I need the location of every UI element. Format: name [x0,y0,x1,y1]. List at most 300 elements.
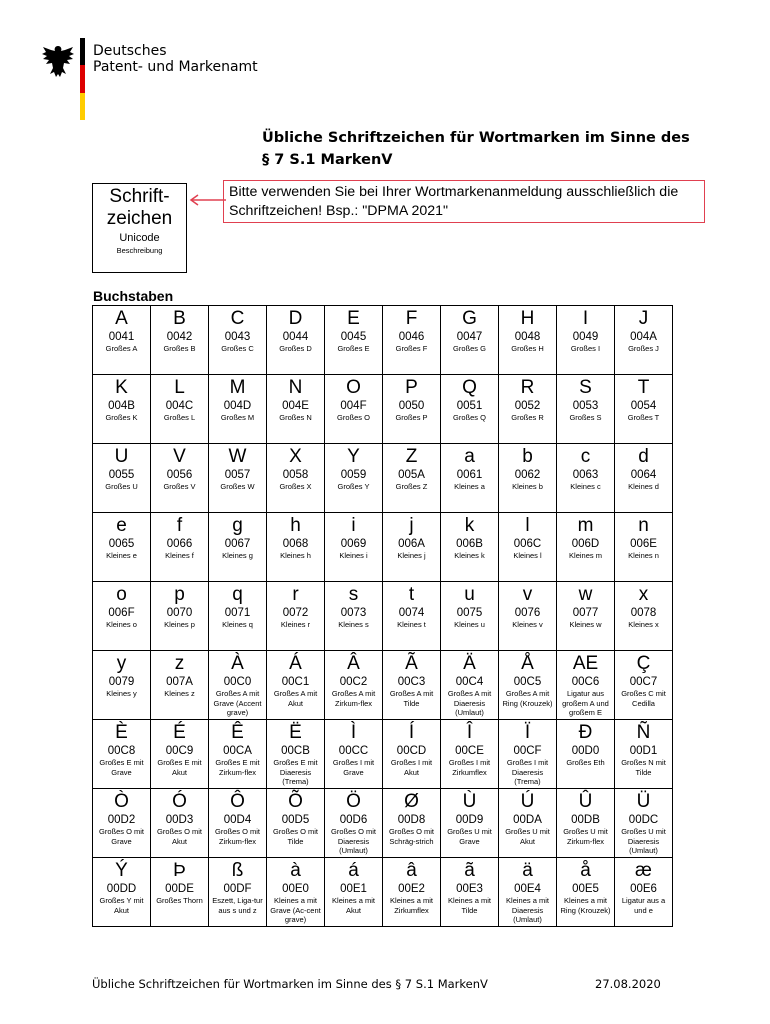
character-glyph: j [409,515,414,536]
character-description: Großes O mit Schräg-strich [388,827,434,846]
character-glyph: d [638,446,649,467]
character-cell [383,582,441,651]
character-description: Großes U mit Akut [505,827,550,846]
unicode-code: 00E1 [340,883,367,895]
unicode-code: 004E [282,400,309,412]
unicode-code: 00C5 [513,676,542,688]
character-cell [615,651,673,720]
character-description: Großes I mit Zirkumflex [448,758,491,777]
character-cell [209,858,267,927]
character-glyph: Ñ [636,722,651,743]
character-cell [209,651,267,720]
character-cell [557,720,615,789]
flag-stripe-black [80,38,85,65]
character-description: Großes C mit Cedilla [621,689,666,708]
character-cell [615,789,673,858]
character-glyph: È [115,722,128,743]
character-cell [151,582,209,651]
character-glyph: G [462,308,477,329]
character-glyph: Ó [172,791,187,812]
character-cell [557,789,615,858]
character-cell [267,651,325,720]
character-glyph: w [578,584,593,605]
character-glyph: h [290,515,301,536]
character-table [92,305,673,927]
character-glyph: U [114,446,129,467]
character-glyph: à [290,860,301,881]
unicode-code: 00D5 [281,814,310,826]
unicode-code: 0078 [630,607,657,619]
character-description: Großes Y [337,482,370,491]
unicode-code: 00DF [223,883,252,895]
footer-date: 27.08.2020 [595,977,661,991]
unicode-code: 0075 [456,607,483,619]
character-cell [93,582,151,651]
character-glyph: l [525,515,530,536]
character-glyph: Ö [346,791,361,812]
character-glyph: J [638,308,649,329]
flag-bar [80,38,85,120]
character-glyph: T [637,377,650,398]
character-cell [151,789,209,858]
character-cell [209,789,267,858]
table-row [93,444,673,513]
character-description: Großes H [511,344,544,353]
dpma-logo [40,38,260,128]
character-description: Kleines e [106,551,137,560]
unicode-code: 004A [630,331,657,343]
character-glyph: Ø [404,791,419,812]
character-glyph: g [232,515,243,536]
character-cell [383,306,441,375]
org-name-line1: Deutsches [93,43,167,59]
character-description: Großes O [337,413,370,422]
character-description: Großes T [627,413,660,422]
character-cell [383,513,441,582]
unicode-code: 006A [398,538,425,550]
character-glyph: f [176,515,183,536]
character-description: Kleines s [338,620,369,629]
character-cell [267,789,325,858]
unicode-code: 00D6 [339,814,368,826]
arrow-left-icon [188,193,228,207]
character-glyph: Ü [636,791,651,812]
character-glyph: ä [522,860,533,881]
character-cell [151,720,209,789]
unicode-code: 00DB [571,814,600,826]
unicode-code: 00D9 [455,814,484,826]
character-glyph: Î [466,722,473,743]
unicode-code: 0044 [282,331,309,343]
unicode-code: 00C9 [165,745,194,757]
unicode-code: 0057 [224,469,251,481]
unicode-code: 0071 [224,607,251,619]
character-description: Großes E mit Zirkum-flex [215,758,260,777]
character-glyph: H [520,308,535,329]
character-cell [93,858,151,927]
character-description: Kleines t [397,620,426,629]
character-cell [325,651,383,720]
unicode-code: 0058 [282,469,309,481]
character-description: Kleines m [569,551,602,560]
table-row [93,582,673,651]
character-cell [615,306,673,375]
page-title-line2: § 7 S.1 MarkenV [262,152,393,168]
unicode-code: 00C1 [281,676,310,688]
character-cell [267,513,325,582]
unicode-code: 0070 [166,607,193,619]
unicode-code: 004B [108,400,135,412]
character-glyph: É [173,722,186,743]
character-glyph: B [173,308,186,329]
unicode-code: 006F [108,607,135,619]
character-glyph: D [288,308,303,329]
character-description: Großes N mit Tilde [621,758,666,777]
character-description: Großes O mit Zirkum-flex [214,827,260,846]
flag-stripe-gold [80,93,85,120]
character-description: Großes A mit Zirkum-flex [331,689,376,708]
character-description: Kleines l [513,551,542,560]
unicode-code: 00CD [396,745,427,757]
unicode-code: 0051 [456,400,483,412]
character-description: Ligatur aus großem A und großem E [562,689,609,717]
unicode-code: 00CB [281,745,310,757]
legend-glyph-label: Schrift- zeichen [106,186,173,229]
table-row [93,513,673,582]
character-description: Großes I mit Diaeresis (Trema) [506,758,549,786]
table-row [93,375,673,444]
character-description: Großes M [220,413,255,422]
character-description: Kleines a mit Diaeresis (Umlaut) [506,896,549,924]
character-description: Kleines v [512,620,543,629]
character-description: Kleines w [569,620,602,629]
unicode-code: 00E4 [514,883,541,895]
character-description: Großes V [163,482,196,491]
character-glyph: L [174,377,185,398]
character-cell [499,858,557,927]
character-cell [615,375,673,444]
character-cell [383,444,441,513]
character-glyph: Z [405,446,418,467]
unicode-code: 00D8 [397,814,426,826]
unicode-code: 0064 [630,469,657,481]
character-description: Großes N [279,413,312,422]
character-description: Großes I mit Akut [390,758,433,777]
character-description: Kleines g [222,551,253,560]
character-cell [93,375,151,444]
character-cell [209,444,267,513]
unicode-code: 0063 [572,469,599,481]
unicode-code: 0055 [108,469,135,481]
character-glyph: K [115,377,128,398]
character-glyph: q [232,584,243,605]
unicode-code: 0076 [514,607,541,619]
unicode-code: 00CC [338,745,369,757]
character-glyph: À [231,653,244,674]
character-glyph: AE [572,653,599,674]
unicode-code: 0061 [456,469,483,481]
character-glyph: N [288,377,303,398]
legend-box [92,183,187,273]
character-description: Großes W [220,482,255,491]
character-cell [325,720,383,789]
unicode-code: 0045 [340,331,367,343]
unicode-code: 00D3 [165,814,194,826]
character-glyph: å [580,860,591,881]
page-title-line1: Übliche Schriftzeichen für Wortmarken im Sinne des [262,130,690,146]
character-glyph: y [116,653,127,674]
character-description: Kleines h [280,551,311,560]
legend-code-label: Unicode [119,232,160,244]
character-glyph: Â [347,653,360,674]
unicode-code: 0053 [572,400,599,412]
character-description: Großes K [105,413,138,422]
character-cell [615,720,673,789]
unicode-code: 0049 [572,331,599,343]
character-cell [151,375,209,444]
unicode-code: 006B [456,538,483,550]
character-cell [267,375,325,444]
character-description: Kleines p [164,620,195,629]
unicode-code: 0077 [572,607,599,619]
unicode-code: 007A [166,676,193,688]
unicode-code: 004C [165,400,194,412]
character-description: Kleines n [628,551,659,560]
character-glyph: Å [521,653,534,674]
character-glyph: S [579,377,592,398]
character-glyph: O [346,377,361,398]
character-cell [441,651,499,720]
character-glyph: M [229,377,246,398]
character-cell [441,858,499,927]
character-description: Großes A [105,344,138,353]
unicode-code: 00E2 [398,883,425,895]
character-description: Großes I mit Grave [332,758,375,777]
character-description: Großes P [395,413,428,422]
character-glyph: c [580,446,591,467]
unicode-code: 0052 [514,400,541,412]
unicode-code: 0079 [108,676,135,688]
character-glyph: C [230,308,245,329]
unicode-code: 00E5 [572,883,599,895]
character-description: Kleines i [339,551,368,560]
character-cell [325,444,383,513]
unicode-code: 00D2 [107,814,136,826]
character-glyph: Ã [405,653,418,674]
character-cell [209,582,267,651]
character-glyph: Ò [114,791,129,812]
table-row [93,651,673,720]
character-glyph: æ [635,860,652,881]
unicode-code: 00CF [513,745,542,757]
character-cell [441,306,499,375]
unicode-code: 00C3 [397,676,426,688]
character-cell [557,444,615,513]
character-description: Kleines k [454,551,485,560]
character-cell [441,582,499,651]
character-description: Großes A mit Akut [273,689,318,708]
character-description: Kleines a mit Grave (Ac-cent grave) [270,896,321,924]
unicode-code: 0067 [224,538,251,550]
character-description: Großes D [279,344,312,353]
character-description: Kleines a mit Zirkumflex [390,896,433,915]
unicode-code: 004D [223,400,252,412]
character-glyph: X [289,446,302,467]
character-cell [151,858,209,927]
character-description: Großes Y mit Akut [99,896,144,915]
unicode-code: 00CE [455,745,484,757]
character-cell [615,513,673,582]
character-glyph: Ô [230,791,245,812]
unicode-code: 0050 [398,400,425,412]
unicode-code: 004F [340,400,367,412]
character-description: Großes E mit Akut [157,758,202,777]
character-glyph: Ï [524,722,531,743]
character-glyph: Ð [578,722,593,743]
character-description: Großes Q [453,413,486,422]
character-glyph: Ç [636,653,651,674]
character-glyph: Ù [462,791,477,812]
character-cell [93,444,151,513]
character-glyph: m [577,515,594,536]
unicode-code: 0054 [630,400,657,412]
unicode-code: 0069 [340,538,367,550]
character-cell [325,789,383,858]
character-glyph: á [348,860,359,881]
character-description: Kleines r [280,620,311,629]
character-cell [209,513,267,582]
character-cell [441,720,499,789]
character-cell [499,582,557,651]
unicode-code: 00E6 [630,883,657,895]
unicode-code: 006C [513,538,542,550]
unicode-code: 00C8 [107,745,136,757]
character-glyph: Y [347,446,360,467]
character-description: Großes U [105,482,138,491]
character-cell [441,375,499,444]
character-glyph: V [173,446,186,467]
character-glyph: b [522,446,533,467]
unicode-code: 00C6 [571,676,600,688]
character-cell [615,858,673,927]
character-cell [383,858,441,927]
character-cell [383,651,441,720]
unicode-code: 0068 [282,538,309,550]
character-cell [557,582,615,651]
character-cell [499,513,557,582]
character-cell [383,375,441,444]
character-cell [209,720,267,789]
legend-desc-label: Beschreibung [116,246,163,255]
character-description: Kleines f [165,551,194,560]
character-description: Ligatur aus a und e [621,896,666,915]
character-cell [325,858,383,927]
character-cell [615,582,673,651]
unicode-code: 00C7 [629,676,658,688]
character-description: Großes I [570,344,601,353]
character-description: Großes X [279,482,312,491]
character-cell [267,444,325,513]
character-cell [499,444,557,513]
character-glyph: Þ [173,860,186,881]
character-cell [441,513,499,582]
character-cell [93,306,151,375]
character-description: Großes Eth [566,758,605,767]
character-description: Großes U mit Diaeresis (Umlaut) [621,827,666,855]
character-glyph: s [348,584,359,605]
character-description: Großes F [395,344,428,353]
character-description: Kleines y [106,689,137,698]
section-heading: Buchstaben [93,288,174,304]
character-cell [557,375,615,444]
character-description: Großes B [163,344,196,353]
character-cell [499,375,557,444]
character-description: Großes A mit Grave (Accent grave) [213,689,262,717]
character-description: Großes U mit Grave [447,827,492,846]
character-description: Großes R [511,413,544,422]
character-description: Großes C [221,344,254,353]
character-description: Großes O mit Diaeresis (Umlaut) [330,827,376,855]
character-description: Großes S [569,413,602,422]
character-glyph: n [638,515,649,536]
unicode-code: 0056 [166,469,193,481]
character-description: Großes L [163,413,196,422]
table-row [93,306,673,375]
unicode-code: 0047 [456,331,483,343]
character-glyph: o [116,584,127,605]
character-description: Großes O mit Grave [98,827,144,846]
unicode-code: 00E0 [282,883,309,895]
character-glyph: p [174,584,185,605]
character-glyph: R [520,377,535,398]
character-description: Kleines x [628,620,659,629]
character-cell [267,582,325,651]
unicode-code: 0042 [166,331,193,343]
character-glyph: ß [231,860,244,881]
character-glyph: F [405,308,418,329]
unicode-code: 00DE [165,883,194,895]
character-description: Kleines z [164,689,195,698]
character-description: Eszett, Liga-tur aus s und z [212,896,263,915]
character-description: Großes Z [395,482,428,491]
character-description: Großes E [337,344,370,353]
character-cell [557,858,615,927]
character-cell [93,720,151,789]
unicode-code: 0074 [398,607,425,619]
unicode-code: 005A [398,469,425,481]
federal-eagle-icon [40,43,76,81]
unicode-code: 0043 [224,331,251,343]
unicode-code: 0059 [340,469,367,481]
character-glyph: Ì [350,722,357,743]
table-row [93,858,673,927]
character-cell [151,444,209,513]
character-cell [93,513,151,582]
table-row [93,720,673,789]
character-description: Kleines c [570,482,601,491]
character-glyph: E [347,308,360,329]
character-cell [209,375,267,444]
character-glyph: e [116,515,127,536]
character-description: Großes Thorn [156,896,203,905]
character-cell [325,306,383,375]
character-description: Kleines u [454,620,485,629]
character-cell [151,306,209,375]
unicode-code: 0072 [282,607,309,619]
unicode-code: 0048 [514,331,541,343]
org-name [93,43,258,75]
character-cell [267,306,325,375]
